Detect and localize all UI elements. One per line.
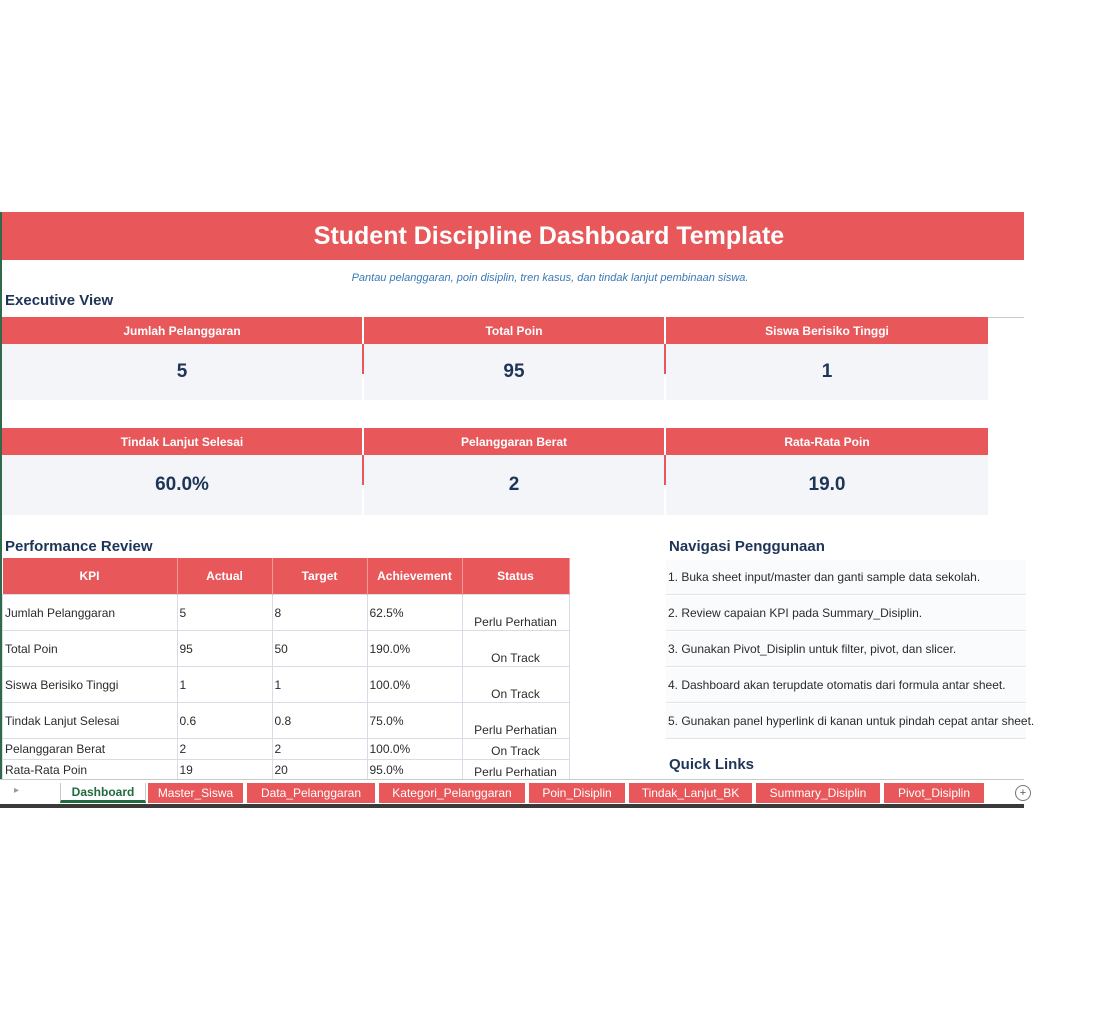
kpi-card bbox=[2, 317, 362, 407]
target-cell[interactable]: 1 bbox=[272, 667, 367, 703]
dashboard-title: Student Discipline Dashboard Template bbox=[2, 212, 1024, 260]
table-row bbox=[3, 760, 570, 781]
target-cell[interactable]: 20 bbox=[272, 760, 367, 781]
status-cell[interactable]: Perlu Perhatian bbox=[462, 595, 569, 631]
navigation-step: 4. Dashboard akan terupdate otomatis dari formula antar sheet. bbox=[666, 668, 1026, 703]
kpi-label: Total Poin bbox=[364, 317, 664, 344]
spreadsheet-area bbox=[0, 212, 1035, 812]
actual-cell[interactable]: 5 bbox=[177, 595, 272, 631]
kpi-cell[interactable]: Pelanggaran Berat bbox=[3, 739, 178, 760]
navigation-step: 5. Gunakan panel hyperlink di kanan untuk pindah cepat antar sheet. bbox=[666, 704, 1026, 739]
kpi-value: 95 bbox=[364, 344, 664, 400]
kpi-label: Pelanggaran Berat bbox=[364, 428, 664, 455]
achievement-cell[interactable]: 100.0% bbox=[367, 667, 462, 703]
kpi-value: 1 bbox=[666, 344, 988, 400]
navigation-title: Navigasi Penggunaan bbox=[669, 538, 825, 555]
actual-cell[interactable]: 1 bbox=[177, 667, 272, 703]
kpi-card bbox=[364, 428, 664, 518]
kpi-value: 60.0% bbox=[2, 455, 362, 515]
column-header-actual: Actual bbox=[177, 558, 272, 595]
quick-links-title: Quick Links bbox=[669, 756, 755, 773]
achievement-cell[interactable]: 190.0% bbox=[367, 631, 462, 667]
table-row bbox=[3, 631, 570, 667]
kpi-cell[interactable]: Total Poin bbox=[3, 631, 178, 667]
table-row bbox=[3, 739, 570, 760]
kpi-label: Jumlah Pelanggaran bbox=[2, 317, 362, 344]
achievement-cell[interactable]: 95.0% bbox=[367, 760, 462, 781]
sheet-tab-bar bbox=[0, 779, 1027, 805]
performance-review-title: Performance Review bbox=[5, 538, 153, 555]
status-cell[interactable]: On Track bbox=[462, 631, 569, 667]
actual-cell[interactable]: 95 bbox=[177, 631, 272, 667]
kpi-row-1 bbox=[2, 317, 1024, 407]
executive-view-title: Executive View bbox=[5, 292, 114, 309]
tab-data-pelanggaran[interactable]: Data_Pelanggaran bbox=[247, 783, 376, 803]
navigation-step: 3. Gunakan Pivot_Disiplin untuk filter, pivot, dan slicer. bbox=[666, 632, 1026, 667]
status-cell[interactable]: On Track bbox=[462, 739, 569, 760]
target-cell[interactable]: 50 bbox=[272, 631, 367, 667]
tab-dashboard[interactable]: Dashboard bbox=[60, 783, 146, 803]
kpi-label: Tindak Lanjut Selesai bbox=[2, 428, 362, 455]
tab-tindak-lanjut-bk[interactable]: Tindak_Lanjut_BK bbox=[629, 783, 753, 803]
cell-border bbox=[988, 317, 1024, 318]
performance-table bbox=[2, 558, 570, 781]
tab-poin-disiplin[interactable]: Poin_Disiplin bbox=[529, 783, 626, 803]
achievement-cell[interactable]: 62.5% bbox=[367, 595, 462, 631]
table-header-row bbox=[3, 558, 570, 595]
table-row bbox=[3, 667, 570, 703]
target-cell[interactable]: 8 bbox=[272, 595, 367, 631]
caret-right-icon[interactable]: ▸ bbox=[14, 785, 20, 796]
navigation-step: 1. Buka sheet input/master dan ganti sample data sekolah. bbox=[666, 560, 1026, 595]
kpi-cell[interactable]: Siswa Berisiko Tinggi bbox=[3, 667, 178, 703]
status-cell[interactable]: Perlu Perhatian bbox=[462, 703, 569, 739]
actual-cell[interactable]: 2 bbox=[177, 739, 272, 760]
column-header-kpi: KPI bbox=[3, 558, 178, 595]
kpi-card bbox=[364, 317, 664, 407]
achievement-cell[interactable]: 75.0% bbox=[367, 703, 462, 739]
tab-master-siswa[interactable]: Master_Siswa bbox=[148, 783, 244, 803]
kpi-value: 2 bbox=[364, 455, 664, 515]
kpi-cell[interactable]: Tindak Lanjut Selesai bbox=[3, 703, 178, 739]
kpi-label: Rata-Rata Poin bbox=[666, 428, 988, 455]
kpi-row-2 bbox=[2, 428, 1024, 518]
kpi-card bbox=[2, 428, 362, 518]
navigation-list bbox=[666, 560, 1035, 740]
kpi-value: 19.0 bbox=[666, 455, 988, 515]
kpi-cell[interactable]: Rata-Rata Poin bbox=[3, 760, 178, 781]
kpi-label: Siswa Berisiko Tinggi bbox=[666, 317, 988, 344]
column-header-status: Status bbox=[462, 558, 569, 595]
status-cell[interactable]: Perlu Perhatian bbox=[462, 760, 569, 781]
tab-summary-disiplin[interactable]: Summary_Disiplin bbox=[756, 783, 881, 803]
column-header-achievement: Achievement bbox=[367, 558, 462, 595]
kpi-cell[interactable]: Jumlah Pelanggaran bbox=[3, 595, 178, 631]
actual-cell[interactable]: 0.6 bbox=[177, 703, 272, 739]
status-cell[interactable]: On Track bbox=[462, 667, 569, 703]
status-bar-edge bbox=[0, 804, 1024, 808]
table-row bbox=[3, 703, 570, 739]
target-cell[interactable]: 2 bbox=[272, 739, 367, 760]
kpi-card bbox=[666, 428, 988, 518]
actual-cell[interactable]: 19 bbox=[177, 760, 272, 781]
column-header-target: Target bbox=[272, 558, 367, 595]
kpi-card bbox=[666, 317, 988, 407]
plus-circle-icon[interactable]: + bbox=[1015, 785, 1031, 801]
achievement-cell[interactable]: 100.0% bbox=[367, 739, 462, 760]
target-cell[interactable]: 0.8 bbox=[272, 703, 367, 739]
tab-pivot-disiplin[interactable]: Pivot_Disiplin bbox=[884, 783, 985, 803]
kpi-value: 5 bbox=[2, 344, 362, 400]
tab-kategori-pelanggaran[interactable]: Kategori_Pelanggaran bbox=[379, 783, 526, 803]
table-row bbox=[3, 595, 570, 631]
dashboard-subtitle: Pantau pelanggaran, poin disiplin, tren kasus, dan tindak lanjut pembinaan siswa. bbox=[351, 272, 749, 284]
navigation-step: 2. Review capaian KPI pada Summary_Disiplin. bbox=[666, 596, 1026, 631]
